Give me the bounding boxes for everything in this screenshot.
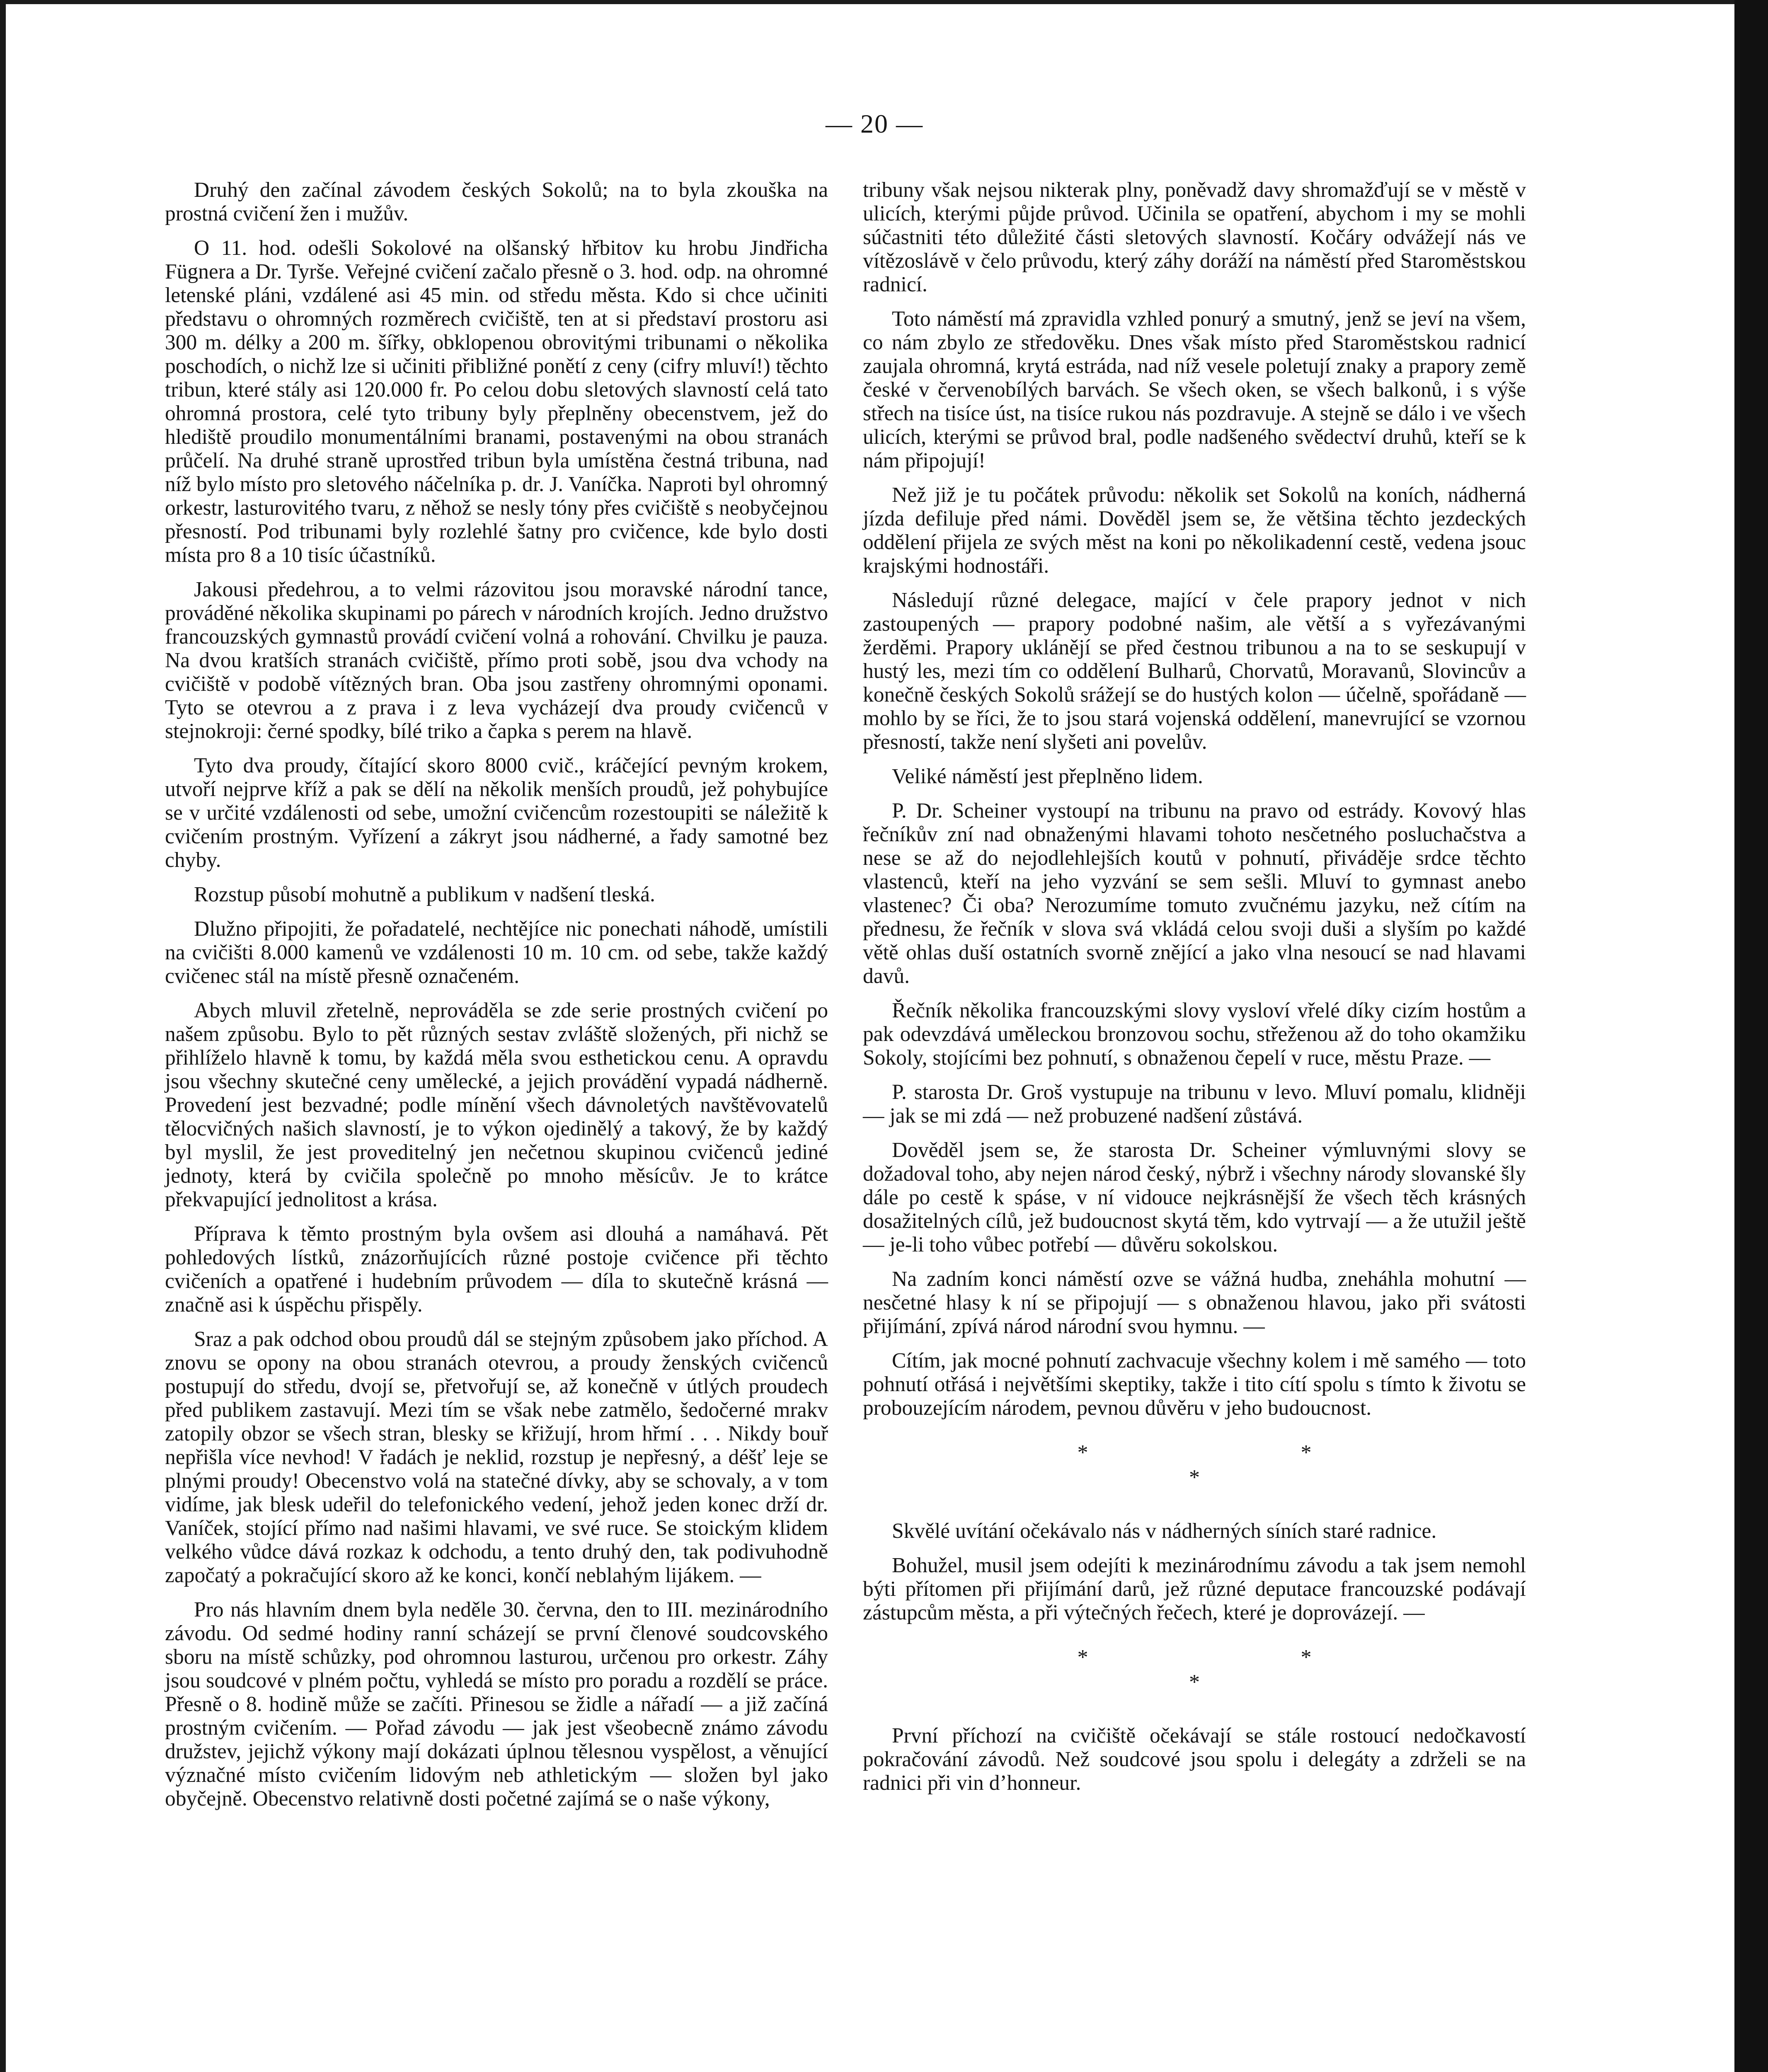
left-column bbox=[165, 178, 828, 1821]
paragraph: První příchozí na cvičiště očekávají se stále rostoucí nedočkavostí pokračování závodů. Než soudcové jsou spolu i delegáty a zdrželi se na radnici při vin d’honneur. bbox=[863, 1724, 1526, 1795]
paragraph: Veliké náměstí jest přeplněno lidem. bbox=[892, 765, 1203, 788]
divider-stars-top: * * bbox=[1077, 1441, 1415, 1464]
paragraph: Následují různé delegace, mající v čele prapory jednot v nich zastoupených — prapory podobné našim, ale větší a s vyřezávanými žerděmi. Prapory uklánějí se před čestnou tribunou a na to se seskupují v hustý les, mezi tím co oddělení Bulharů, Chorvatů, Moravanů, Slovincův a konečně českých Sokolů srážejí se do hustých kolon — účelně, spořádaně — mohlo by se říci, že to jsou stará vojenská oddělení, manevrující se vzornou přesností, takže není slyšeti ani povelův. bbox=[863, 588, 1526, 754]
paragraph: Toto náměstí má zpravidla vzhled ponurý a smutný, jenž se jeví na všem, co nám zbylo ze středověku. Dnes však místo před Staroměstskou radnicí zaujala ohromná, krytá estráda, nad níž vesele poletují znaky a prapory země české v červenobílých barvách. Se všech oken, se všech balkonů, i s výše střech na tisíce úst, na tisíce rukou nás pozdravuje. A stejně se dálo i ve všech ulicích, kterými se průvod bral, podle nadšeného svědectví druhů, kteří se k nám připojují! bbox=[863, 307, 1526, 472]
paragraph: Jakousi předehrou, a to velmi rázovitou jsou moravské národní tance, prováděné několika skupinami po párech v národních krojích. Jedno družstvo francouzských gymnastů provádí cvičení volná a rohování. Chvilku je pauza. Na dvou kratších stranách cvičiště, přímo proti sobě, jsou dva vchody na cvičiště v podobě vítězných bran. Oba jsou zastřeny ohromnými oponami. Tyto se otevrou a z prava i z leva vycházejí dva proudy cvičenců v stejnokroji: černé spodky, bílé triko a čapka s perem na hlavě. bbox=[165, 578, 828, 743]
page-number: — 20 — bbox=[826, 109, 923, 138]
paragraph: Na zadním konci náměstí ozve se vážná hudba, zneháhla mohutní — nesčetné hlasy k ní se připojují — s obnaženou hlavou, jako při svátosti přijímání, zpívá národ národní svou hymnu. — bbox=[863, 1267, 1526, 1338]
paragraph: Dověděl jsem se, že starosta Dr. Scheiner výmluvnými slovy se dožadoval toho, aby nejen národ český, nýbrž i všechny národy slovanské šly dále po cestě k spáse, v ní vidouce nejkrásnější že všech těch krásných dosažitelných cílů, jež budoucnost skytá těm, kdo vytrvají — a že utužil ještě — je-li toho vůbec potřebí — důvěru sokolskou. bbox=[863, 1138, 1526, 1256]
paragraph: Cítím, jak mocné pohnutí zachvacuje všechny kolem i mě samého — toto pohnutí otřásá i největšími skeptiky, takže i tito cítí spolu s tímto k životu se probouzejícím národem, pevnou důvěru v jeho budoucnost. bbox=[863, 1349, 1526, 1420]
scan-edge-left bbox=[0, 0, 6, 2072]
divider-stars-top: * * bbox=[1077, 1646, 1415, 1669]
paragraph: Abych mluvil zřetelně, neprováděla se zde serie prostných cvičení po našem způsobu. Bylo to pět různých sestav zvláště složených, při nichž se přihlíželo hlavně k tomu, by každá měla svou esthetickou cenu. A opravdu jsou všechny skutečné ceny umělecké, a jejich provádění vypadá nádherně. Provedení jest bezvadné; podle mínění všech dávnoletých navštěvovatelů tělocvičných našich slavností, je to výkon ojedinělý a takový, že by každý byl myslil, že jest proveditelný jen nečetnou skupinou cvičenců jediné jednoty, která by cvičila společně po mnoho měsícův. Je to krátce překvapující jednolitost a krása. bbox=[165, 999, 828, 1211]
scan-edge-top bbox=[6, 0, 1734, 4]
section-divider-stars bbox=[863, 1645, 1526, 1695]
paragraph: P. starosta Dr. Groš vystupuje na tribunu v levo. Mluví pomalu, klidněji — jak se mi zdá — než probuzené nadšení zůstává. bbox=[863, 1080, 1526, 1128]
paragraph: Příprava k těmto prostným byla ovšem asi dlouhá a namáhavá. Pět pohledových lístků, znázorňujících různé postoje cvičence při těchto cvičeních a opatřené i hudebním průvodem — díla to skutečně krásná — značně asi k úspěchu přispěly. bbox=[165, 1222, 828, 1317]
divider-stars-bottom: * bbox=[1189, 1670, 1200, 1694]
paragraph: Skvělé uvítání očekávalo nás v nádherných síních staré radnice. bbox=[892, 1519, 1437, 1543]
paragraph: Bohužel, musil jsem odejíti k mezinárodnímu závodu a tak jsem nemohl býti přítomen při přijímání darů, jež různé deputace francouzské podávají zástupcům města, a při výtečných řečech, které je doprovázejí. — bbox=[863, 1554, 1526, 1624]
right-column bbox=[863, 178, 1526, 1806]
paragraph: Druhý den začínal závodem českých Sokolů; na to byla zkouška na prostná cvičení žen i mužův. bbox=[165, 178, 828, 225]
paragraph: Rozstup působí mohutně a publikum v nadšení tleská. bbox=[194, 883, 655, 906]
paragraph: tribuny však nejsou nikterak plny, poněvadž davy shromažďují se v městě v ulicích, kterými půjde průvod. Učinila se opatření, abychom i my se mohli súčastniti této důležité části sletových slavností. Kočáry odvážejí nás ve vítězoslávě v čelo průvodu, který záhy doráží na náměstí před Staroměstskou radnicí. bbox=[863, 178, 1526, 296]
paragraph: P. Dr. Scheiner vystoupí na tribunu na pravo od estrády. Kovový hlas řečníkův zní nad obnaženými hlavami tohoto nesčetného posluchačstva a nese se až do nejodlehlejších koutů v pohnutí, přiváděje srdce těchto vlastenců, kteří na jeho vyzvání se sem sešli. Mluví to gymnast anebo vlastenec? Či oba? Nerozumíme tomuto zvučnému jazyku, než cítím na přednesu, že řečník v slova svá vkládá celou svoji duši a slyším po každé větě ohlas duší ostatních svorně znějící a jako vlna nesoucí se nad hlavami davů. bbox=[863, 799, 1526, 988]
paragraph: Sraz a pak odchod obou proudů dál se stejným způsobem jako příchod. A znovu se opony na obou stranách otevrou, a proudy ženských cvičenců postupují do středu, dvojí se, přetvořují se, až konečně v útlých proudech před publikem zastavují. Mezi tím se však nebe zatmělo, šedočerné mrakv zatopily obzor se všech stran, blesky se křižují, hrom hřmí . . . Nikdy bouř nepřišla více nevhod! V řadách je neklid, rozstup je nepřesný, a déšť leje se plnými proudy! Obecenstvo volá na statečné dívky, aby se schovaly, a v tom vidíme, jak blesk udeřil do telefonického vedení, jehož jeden konec drží dr. Vaníček, stojící přímo nad našimi hlavami, ve své ruce. Se stoickým klidem velkého vůdce dává rozkaz k odchodu, a tento druhý den, tak podivuhodně započatý a pokračující skoro až ke konci, končí neblahým lijákem. — bbox=[165, 1327, 828, 1587]
scan-edge-right bbox=[1734, 0, 1768, 2072]
paragraph: Než již je tu počátek průvodu: několik set Sokolů na koních, nádherná jízda defiluje před námi. Dověděl jsem se, že většina těchto jezdeckých oddělení přijela ze svých měst na koni po několikadenní cestě, vedena jsouc krajskými hodnostáři. bbox=[863, 483, 1526, 578]
paragraph: Dlužno připojiti, že pořadatelé, nechtějíce nic ponechati náhodě, umístili na cvičišti 8.000 kamenů ve vzdálenosti 10 m. 10 cm. od sebe, takže každý cvičenec stál na místě přesně označeném. bbox=[165, 917, 828, 988]
section-divider-stars bbox=[863, 1440, 1526, 1490]
paragraph: O 11. hod. odešli Sokolové na olšanský hřbitov ku hrobu Jindřicha Fügnera a Dr. Tyrše. Veřejné cvičení začalo přesně o 3. hod. odp. na ohromné letenské pláni, vzdálené asi 45 min. od středu města. Kdo si chce učiniti představu o ohromných rozměrech cvičiště, ten at si představí prostoru asi 300 m. délky a 200 m. šířky, obklopenou obrovitými tribunami o několika poschodích, o nichž lze si učiniti přibližné ponětí z ceny (cifry mluví!) těchto tribun, které stály asi 120.000 fr. Po celou dobu sletových slavností celá tato ohromná prostora, celé tyto tribuny byly přeplněny obecenstvem, jež do hlediště proudilo monumentálními branami, postavenými na obou stranách průčelí. Na druhé straně uprostřed tribun byla umístěna čestná tribuna, nad níž bylo místo pro sletového náčelníka p. dr. J. Vaníčka. Naproti byl ohromný orkestr, lasturovitého tvaru, z něhož se nesly tóny přes cvičiště s neobyčejnou přesností. Pod tribunami byly rozlehlé šatny pro cvičence, kde bylo dosti místa pro 8 a 10 tisíc účastníků. bbox=[165, 236, 828, 567]
paragraph: Tyto dva proudy, čítající skoro 8000 cvič., kráčející pevným krokem, utvoří nejprve kříž a pak se dělí na několik menších proudů, jež pohybujíce se v určité vzdálenosti od sebe, umožní cvičencům rozestoupiti se náležitě k cvičením prostným. Vyřízení a zákryt jsou nádherné, a řady samotné bez chyby. bbox=[165, 754, 828, 872]
paragraph: Řečník několika francouzskými slovy vysloví vřelé díky cizím hostům a pak odevzdává uměleckou bronzovou sochu, střeženou až do toho okamžiku Sokoly, stojícími bez pohnutí, s obnaženou čepelí v ruce, městu Praze. — bbox=[863, 999, 1526, 1070]
divider-stars-bottom: * bbox=[1189, 1466, 1200, 1489]
paragraph: Pro nás hlavním dnem byla neděle 30. června, den to III. mezinárodního závodu. Od sedmé hodiny ranní scházejí se první členové soudcovského sboru na místě schůzky, pod ohromnou lasturou, určenou pro orkestr. Záhy jsou soudcové v plném počtu, vyhledá se místo pro poradu a rozdělí se práce. Přesně o 8. hodině může se začíti. Přinesou se židle a nářadí — a již začíná prostným cvičením. — Pořad závodu — jak jest všeobecně známo závodu družstev, jejichž výkony mají dokázati úplnou tělesnou vyspělost, a věnující význačné místo cvičením lidovým neb athletickým — složen byl jako obyčejně. Obecenstvo relativně dosti početné zajímá se o naše výkony, bbox=[165, 1598, 828, 1811]
